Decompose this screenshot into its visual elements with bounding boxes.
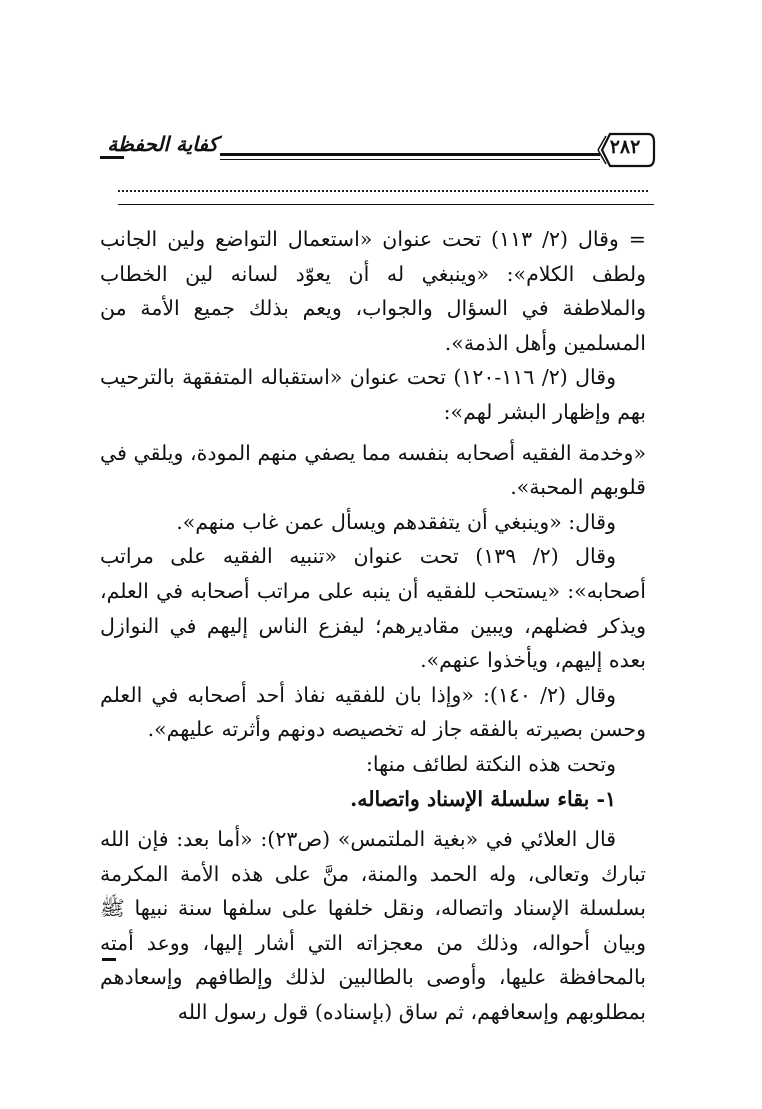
page-number: ٢٨٢ [609,136,641,158]
paragraph-subtleties-intro: وتحت هذه النكتة لطائف منها: [366,751,616,776]
paragraph-checking-absent: وقال: «وينبغي أن يتفقدهم ويسأل عمن غاب منهم». [176,509,616,534]
footer-dash [102,958,116,961]
list-item-isnad: ١- بقاء سلسلة الإسناد واتصاله. [350,786,616,811]
dotted-divider [118,190,648,192]
title-dash [100,156,124,159]
body-text [100,222,646,1030]
page-header [100,128,656,190]
paragraph-ranks-of-students: وقال (٢/ ١٣٩) تحت عنوان «تنبيه الفقيه على مراتب أصحابه»: «يستحب للفقيه أن ينبه على مراتب أصحابه في العلم، ويذكر فضلهم، ويبين مقاديرهم؛ ليفزع الناس إليهم في النوازل بعده إليهم، ويأخذوا عنهم». [100,544,646,673]
paragraph-special-attention: وقال (٢/ ١٤٠): «وإذا بان للفقيه نفاذ أحد أصحابه في العلم وحسن بصيرته بالفقه جاز له تخصيصه دونهم وأثرته عليهم». [100,682,646,742]
book-title: كفاية الحفظة [107,132,218,156]
header-rule [220,153,600,156]
paragraph-alalai-quote: قال العلائي في «بغية الملتمس» (ص٢٣): «أما بعد: فإن الله تبارك وتعالى، وله الحمد والمنة، منَّ على هذه الأمة المكرمة بسلسلة الإسناد واتصاله، ونقل خلفها على سلفها سنة نبيها ﷺ وبيان أحواله، وذلك من معجزاته التي أشار إليها، ووعد أمته بالمحافظة عليها، وأوصى بالطالبين لذلك وإلطافهم وإسعادهم بمطلوبهم وإسعافهم، ثم ساق (بإسناده) قول رسول الله [100,827,646,1025]
paragraph-quote-humility: = وقال (٢/ ١١٣) تحت عنوان «استعمال التواضع ولين الجانب ولطف الكلام»: «وينبغي له أن يعوّد لسانه لين الخطاب والملاطفة في السؤال والجواب، ويعم بذلك جميع الأمة من المسلمين وأهل الذمة». [100,227,646,355]
paragraph-welcoming-heading: وقال (٢/ ١١٦-١٢٠) تحت عنوان «استقباله المتفقهة بالترحيب بهم وإظهار البشر لهم»: [100,365,646,424]
header-rule-thin [220,159,600,160]
header-underline [118,204,654,205]
page-number-badge [596,130,656,170]
paragraph-serving-students: «وخدمة الفقيه أصحابه بنفسه مما يصفي منهم المودة، ويلقي في قلوبهم المحبة». [100,440,646,500]
